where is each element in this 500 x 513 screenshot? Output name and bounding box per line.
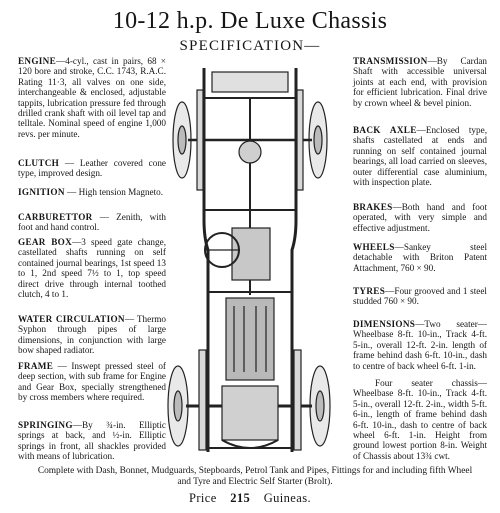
spec-clutch: [18, 158, 166, 179]
spec-text: —Enclosed type, shafts castellated at ends and running on self contained journal bearings, all load carried on sleeves, outer differential case aluminium, with inspection plate.: [353, 125, 487, 188]
spec-wheels: [353, 242, 487, 273]
price-value: 215: [230, 491, 251, 505]
spec-transmission: [353, 56, 487, 108]
spec-text: —Four grooved and 1 steel studded 760 × 90.: [353, 286, 487, 307]
spec-text: — Zenith, with foot and hand control.: [18, 212, 166, 233]
spec-heading: TYRES: [353, 286, 386, 296]
spec-text: — Thermo Syphon through pipes of large dimensions, in conjunction with large bow shaped radiator.: [18, 314, 166, 356]
spec-text: Four seater chassis—Wheelbase 8-ft. 10-in., Track 4-ft. 5-in., overall 12-ft. 2-in., width 5-ft. 6-in., length of frame behind dash 6-ft. 10-in., dash to centre of back wheel 6-ft. 1-in. Height from ground lowest portion 8-in. Weight of Chassis about 13¾ cwt.: [353, 378, 487, 461]
spec-heading: WATER CIRCULATION: [18, 314, 125, 324]
spec-text: — Inswept pressed steel of deep section, with sub frame for Engine and Gear Box, specially strengthened by cross members where required.: [18, 361, 166, 403]
spec-text: — Leather covered cone type, improved design.: [18, 158, 166, 179]
chassis-illustration: [164, 60, 350, 460]
page-title: 10-12 h.p. De Luxe Chassis: [112, 8, 388, 34]
spec-text: —Both hand and foot operated, with very simple and effective adjustment.: [353, 202, 487, 233]
radiator-icon: [222, 386, 278, 440]
spec-heading: FRAME: [18, 361, 54, 371]
spec-text: —Two seater—Wheelbase 8-ft. 10-in., Track 4-ft. 5-in., overall 12-ft. 2-in. length of frame behind dash 6-ft. 10-in., dash to centre of back wheel 6-ft. 1-in.: [353, 319, 487, 371]
spec-carburettor: [18, 212, 166, 233]
spec-tyres: [353, 286, 487, 307]
spec-frame: [18, 361, 166, 403]
spec-heading: BACK AXLE: [353, 125, 417, 135]
spec-heading: BRAKES: [353, 202, 393, 212]
spec-springing: [18, 420, 166, 462]
price-label: Price: [189, 491, 217, 505]
spec-brakes: [353, 202, 487, 233]
spec-heading: SPRINGING: [18, 420, 73, 430]
spec-heading: TRANSMISSION: [353, 56, 428, 66]
differential-icon: [239, 141, 261, 163]
spec-back-axle: [353, 125, 487, 187]
spec-heading: GEAR BOX: [18, 237, 73, 247]
spec-heading: CLUTCH: [18, 158, 60, 168]
spec-heading: WHEELS: [353, 242, 395, 252]
spec-text: —Sankey steel detachable with Briton Patent Attachment, 760 × 90.: [353, 242, 487, 273]
spec-text: — High tension Magneto.: [64, 187, 164, 197]
spec-dimensions-two-seater: [353, 319, 487, 371]
footer-note: Complete with Dash, Bonnet, Mudguards, Stepboards, Petrol Tank and Pipes, Fittings for and including fifth Wheel and Tyre and Electric Self Starter (Brolt).: [37, 466, 473, 487]
engine-icon: [226, 298, 274, 380]
price-unit: Guineas.: [263, 491, 311, 505]
spec-engine: [18, 56, 166, 139]
spec-heading: DIMENSIONS: [353, 319, 416, 329]
spec-heading: IGNITION: [18, 187, 65, 197]
spec-text: —By Cardan Shaft with accessible universal joints at each end, with provision for efficient lubrication. Final drive by crown wheel & bevel pinion.: [353, 56, 487, 108]
price-line: [0, 491, 500, 506]
spec-ignition: [18, 187, 166, 197]
petrol-tank-icon: [212, 72, 288, 92]
spec-text: —4-cyl., cast in pairs, 68 × 120 bore and stroke, C.C. 1743, R.A.C. Rating 11·3, all valves on one side, interchangeable & enclosed, adjustable tappits, lubrication pressure fed through drilled crank shaft with oil level tap and telltale. Nominal speed of engine 1,000 revs. per minute.: [18, 56, 166, 139]
spec-heading: ENGINE: [18, 56, 57, 66]
spec-water-circulation: [18, 314, 166, 356]
spec-dimensions-four-seater: [353, 378, 487, 461]
spec-gear-box: [18, 237, 166, 299]
spec-heading: CARBURETTOR: [18, 212, 93, 222]
page-subtitle: SPECIFICATION—: [179, 38, 321, 54]
spec-text: —3 speed gate change, castellated shafts running on self contained journal bearings, 1st speed 13 to 1, 2nd speed 7½ to 1, top speed direct drive through internal toothed clutch, 4 to 1.: [18, 237, 166, 300]
spec-text: —By ¾-in. Elliptic springs at back, and ½-in. Elliptic springs in front, all shackles provided with means of lubrication.: [18, 420, 166, 462]
